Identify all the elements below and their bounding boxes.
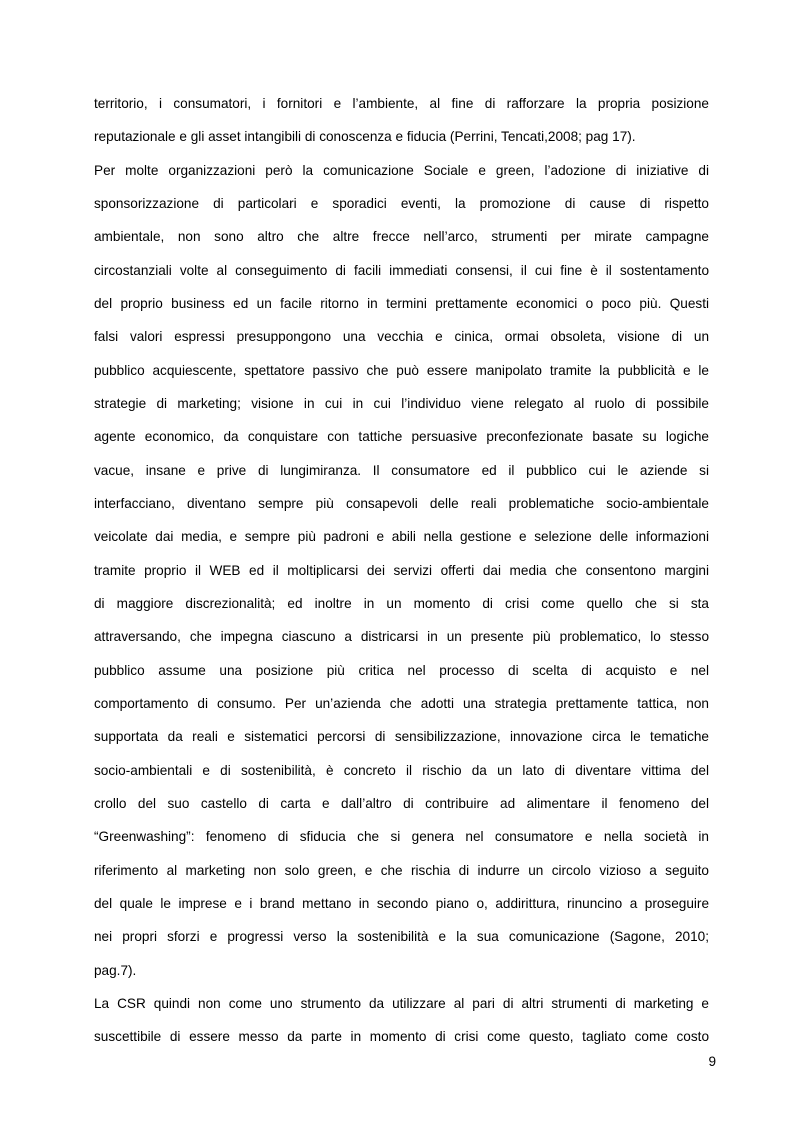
- text-line-10: strategie di marketing; visione in cui in cui l’individuo viene relegato al ruolo di possibile: [94, 396, 709, 411]
- text-line-6: circostanziali volte al conseguimento di facili immediati consensi, il cui fine è il sostentamento: [94, 263, 709, 278]
- text-line-15: tramite proprio il WEB ed il moltiplicarsi dei servizi offerti dai media che consentono margini: [94, 563, 709, 578]
- text-line-21: socio-ambientali e di sostenibilità, è concreto il rischio da un lato di diventare vittima del: [94, 763, 709, 778]
- text-line-5: ambientale, non sono altro che altre frecce nell’arco, strumenti per mirate campagne: [94, 229, 709, 244]
- text-line-25: del quale le imprese e i brand mettano in secondo piano o, addirittura, rinuncino a proseguire: [94, 896, 709, 911]
- text-line-28: La CSR quindi non come uno strumento da utilizzare al pari di altri strumenti di marketing e: [94, 996, 709, 1011]
- text-line-19: comportamento di consumo. Per un’azienda che adotti una strategia prettamente tattica, non: [94, 696, 709, 711]
- text-line-11: agente economico, da conquistare con tattiche persuasive preconfezionate basate su logiche: [94, 429, 709, 444]
- text-line-13: interfacciano, diventano sempre più consapevoli delle reali problematiche socio-ambientale: [94, 496, 709, 511]
- text-line-9: pubblico acquiescente, spettatore passivo che può essere manipolato tramite la pubblicità e le: [94, 363, 709, 378]
- text-line-3: Per molte organizzazioni però la comunicazione Sociale e green, l’adozione di iniziative di: [94, 163, 709, 178]
- text-line-22: crollo del suo castello di carta e dall’altro di contribuire ad alimentare il fenomeno del: [94, 796, 709, 811]
- text-line-29: suscettibile di essere messo da parte in momento di crisi come questo, tagliato come costo: [94, 1029, 709, 1044]
- text-line-4: sponsorizzazione di particolari e sporadici eventi, la promozione di cause di rispetto: [94, 196, 709, 211]
- text-line-12: vacue, insane e prive di lungimiranza. Il consumatore ed il pubblico cui le aziende si: [94, 463, 709, 478]
- text-line-16: di maggiore discrezionalità; ed inoltre in un momento di crisi come quello che si sta: [94, 596, 709, 611]
- text-line-8: falsi valori espressi presuppongono una vecchia e cinica, ormai obsoleta, visione di un: [94, 329, 709, 344]
- page-number: 9: [708, 1054, 716, 1069]
- text-line-7: del proprio business ed un facile ritorno in termini prettamente economici o poco più. Questi: [94, 296, 709, 311]
- text-line-1: territorio, i consumatori, i fornitori e l’ambiente, al fine di rafforzare la propria posizione: [94, 96, 709, 111]
- text-line-24: riferimento al marketing non solo green, e che rischia di indurre un circolo vizioso a seguito: [94, 863, 709, 878]
- text-line-20: supportata da reali e sistematici percorsi di sensibilizzazione, innovazione circa le tematiche: [94, 729, 709, 744]
- text-line-17: attraversando, che impegna ciascuno a districarsi in un presente più problematico, lo stesso: [94, 629, 709, 644]
- text-line-23: “Greenwashing”: fenomeno di sfiducia che si genera nel consumatore e nella società in: [94, 829, 709, 844]
- text-line-2: reputazionale e gli asset intangibili di conoscenza e fiducia (Perrini, Tencati,2008; pag 17).: [94, 129, 636, 144]
- text-line-26: nei propri sforzi e progressi verso la sostenibilità e la sua comunicazione (Sagone, 2010;: [94, 929, 709, 944]
- text-line-27: pag.7).: [94, 963, 137, 978]
- text-line-18: pubblico assume una posizione più critica nel processo di scelta di acquisto e nel: [94, 663, 709, 678]
- text-line-14: veicolate dai media, e sempre più padroni e abili nella gestione e selezione delle informazioni: [94, 529, 709, 544]
